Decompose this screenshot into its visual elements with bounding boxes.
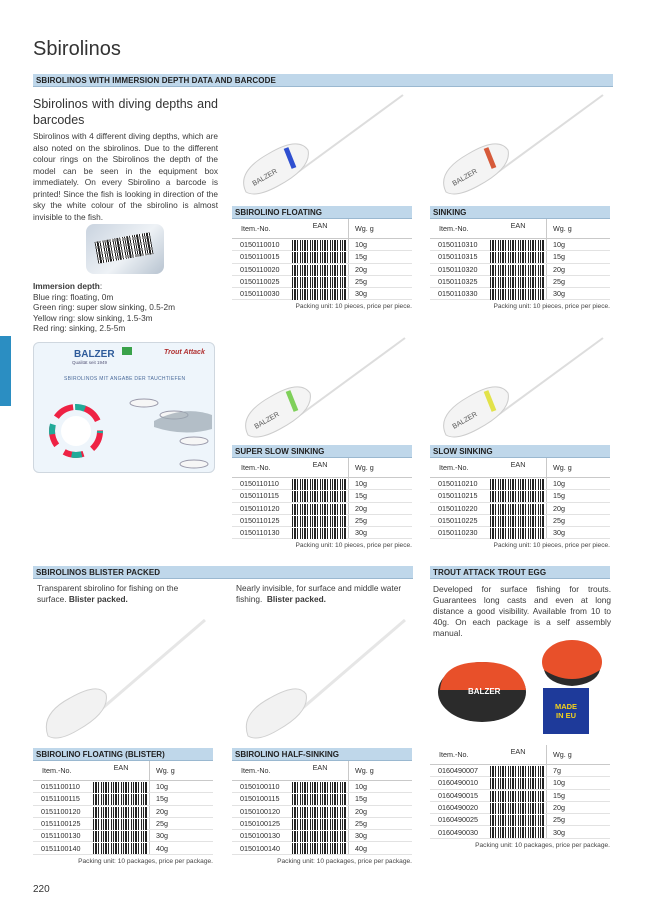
- ean-barcode: [490, 815, 544, 826]
- item-number: 0160490010: [438, 778, 478, 788]
- table-row: [232, 830, 412, 842]
- table-row: [430, 503, 610, 515]
- card-caption: SBIROLINOS MIT ANGABE DER TAUCHTIEFEN: [64, 376, 186, 382]
- table-row: [232, 239, 412, 251]
- table-row: [430, 288, 610, 300]
- header-item: Item.-No.: [439, 463, 469, 472]
- weight: 30g: [149, 830, 168, 841]
- item-number: 0150110125: [240, 516, 280, 526]
- section-bar-blister: SBIROLINOS BLISTER PACKED: [33, 566, 413, 579]
- table-row: [232, 503, 412, 515]
- table-half-sinking: [232, 748, 412, 865]
- card-brand-sub: Qualität seit 1949: [72, 360, 108, 365]
- ean-barcode: [490, 479, 544, 490]
- table-super-slow: [232, 445, 412, 549]
- header-ean: EAN: [312, 460, 328, 469]
- sbirolino-half-sinking-image: [240, 618, 410, 742]
- header-ean: EAN: [312, 221, 328, 230]
- weight: 20g: [348, 503, 367, 514]
- weight: 10g: [348, 478, 367, 489]
- header-ean: EAN: [510, 747, 526, 756]
- ean-barcode: [93, 794, 147, 805]
- table-floating-blister: [33, 748, 213, 865]
- table-floating: [232, 206, 412, 310]
- weight: 25g: [546, 276, 565, 287]
- table-row: [430, 765, 610, 777]
- sbirolino-blister-floating-image: [40, 618, 210, 742]
- table-row: [232, 781, 412, 793]
- weight: 20g: [546, 802, 565, 813]
- sbirolino-label: BALZER: [253, 411, 281, 431]
- trout-attack-logo: Trout Attack: [164, 349, 205, 356]
- table-footer: Packing unit: 10 pieces, price per piece.: [295, 542, 412, 550]
- table-row: [430, 251, 610, 263]
- ean-barcode: [93, 819, 147, 830]
- immersion-line: Red ring: sinking, 2.5-5m: [33, 323, 126, 333]
- blister-bold: Blister packed.: [266, 594, 326, 604]
- item-number: 0150110110: [240, 479, 279, 489]
- item-number: 0151100110: [41, 782, 80, 792]
- item-number: 0150110030: [240, 289, 280, 299]
- table-row: [232, 251, 412, 263]
- item-number: 0150110210: [438, 479, 478, 489]
- weight: 30g: [546, 288, 565, 299]
- section-bar-immersion: SBIROLINOS WITH IMMERSION DEPTH DATA AND BARCODE: [33, 74, 613, 87]
- sbirolino-label: BALZER: [251, 168, 279, 188]
- sbirolino-sinking-image: [438, 92, 608, 200]
- weight: 20g: [348, 806, 367, 817]
- intro-heading: Sbirolinos with diving depths and barcodes: [33, 97, 218, 127]
- header-ean: EAN: [510, 221, 526, 230]
- table-row: [430, 527, 610, 539]
- table-row: [232, 527, 412, 539]
- table-title: SINKING: [430, 206, 610, 219]
- weight: 10g: [149, 781, 168, 792]
- badge-line: MADE: [554, 702, 578, 711]
- item-number: 0160490030: [438, 827, 478, 837]
- item-number: 0150110325: [438, 277, 478, 287]
- ean-barcode: [292, 240, 346, 251]
- table-header: [232, 761, 412, 781]
- weight: 20g: [546, 503, 565, 514]
- table-row: [430, 802, 610, 814]
- ean-barcode: [490, 240, 544, 251]
- table-title: SLOW SINKING: [430, 445, 610, 458]
- item-number: 0150110310: [438, 240, 478, 250]
- blister-text-2: [236, 583, 416, 605]
- table-sinking: [430, 206, 610, 310]
- ean-barcode: [292, 504, 346, 515]
- ean-barcode: [490, 252, 544, 263]
- weight: 30g: [348, 527, 367, 538]
- weight: 10g: [348, 781, 367, 792]
- weight: 7g: [546, 765, 561, 776]
- page-title: Sbirolinos: [33, 38, 121, 60]
- table-row: [33, 806, 213, 818]
- table-row: [232, 515, 412, 527]
- table-header: [232, 458, 412, 478]
- blister-text-1: [37, 583, 207, 605]
- header-item: Item.-No.: [42, 766, 72, 775]
- table-footer: Packing unit: 10 packages, price per package.: [277, 857, 412, 865]
- weight: 10g: [546, 777, 565, 788]
- immersion-label: Immersion depth: [33, 281, 100, 291]
- item-number: 0150100115: [240, 794, 280, 804]
- table-row: [232, 793, 412, 805]
- table-row: [232, 490, 412, 502]
- table-row: [430, 814, 610, 826]
- header-item: Item.-No.: [439, 750, 469, 759]
- table-row: [232, 842, 412, 854]
- table-row: [430, 490, 610, 502]
- item-number: 0150110230: [438, 528, 478, 538]
- table-footer: Packing unit: 10 packages, price per package.: [475, 841, 610, 849]
- table-footer: Packing unit: 10 pieces, price per piece.: [493, 303, 610, 311]
- table-row: [232, 288, 412, 300]
- weight: 25g: [546, 515, 565, 526]
- sbirolino-slow-image: [438, 335, 608, 443]
- table-trout-egg: [430, 745, 610, 849]
- ean-barcode: [292, 265, 346, 276]
- ean-barcode: [292, 831, 346, 842]
- item-number: 0151100120: [41, 806, 81, 816]
- ean-barcode: [490, 289, 544, 300]
- ean-barcode: [93, 807, 147, 818]
- item-number: 0150110225: [438, 516, 478, 526]
- weight: 15g: [348, 490, 367, 501]
- table-header: [232, 219, 412, 239]
- weight: 10g: [546, 478, 565, 489]
- table-row: [430, 478, 610, 490]
- item-number: 0160490007: [438, 766, 478, 776]
- table-title: SBIROLINO HALF-SINKING: [232, 748, 412, 761]
- header-weight: Wg. g: [149, 761, 175, 780]
- card-illustration: [34, 343, 215, 473]
- weight: 15g: [546, 251, 565, 262]
- item-number: 0160490020: [438, 803, 478, 813]
- blister-desc: Nearly invisible, for surface and middle water fishing.: [236, 583, 402, 604]
- table-row: [430, 264, 610, 276]
- product-display-card-image: [33, 342, 215, 473]
- immersion-depth-list: Immersion depth: Blue ring: floating, 0m Green ring: super slow sinking, 0.5-2m Yellow ring: slow sinking, 1.5-3m Red ring: sinking, 2.5-5m: [33, 281, 223, 334]
- weight: 10g: [348, 239, 367, 250]
- weight: 30g: [348, 288, 367, 299]
- table-row: [430, 515, 610, 527]
- ean-barcode: [292, 528, 346, 539]
- item-number: 0150110220: [438, 503, 478, 513]
- item-number: 0150100130: [240, 831, 280, 841]
- header-ean: EAN: [510, 460, 526, 469]
- item-number: 0150110015: [240, 252, 280, 262]
- item-number: 0150110020: [240, 264, 280, 274]
- trout-egg-text: Developed for surface fishing for trouts. Guarantees long casts and even at long distance a good visibility. Available from 10 to 40g. On each package is a self assembly manual.: [433, 584, 611, 638]
- table-row: [430, 276, 610, 288]
- weight: 25g: [348, 276, 367, 287]
- section-bar-trout-egg: TROUT ATTACK TROUT EGG: [430, 566, 610, 579]
- weight: 30g: [348, 830, 367, 841]
- header-weight: Wg. g: [348, 219, 374, 238]
- item-number: 0150110320: [438, 264, 478, 274]
- ean-barcode: [490, 265, 544, 276]
- table-row: [430, 777, 610, 789]
- header-item: Item.-No.: [241, 463, 271, 472]
- weight: 10g: [546, 239, 565, 250]
- header-weight: Wg. g: [348, 761, 374, 780]
- item-number: 0150110120: [240, 503, 280, 513]
- table-row: [232, 478, 412, 490]
- left-accent-tab: [0, 336, 11, 406]
- page-number: 220: [33, 884, 50, 895]
- ean-barcode: [292, 782, 346, 793]
- header-weight: Wg. g: [546, 745, 572, 764]
- table-header: [430, 745, 610, 765]
- item-number: 0150110330: [438, 289, 478, 299]
- table-header: [33, 761, 213, 781]
- card-brand: BALZER: [74, 349, 115, 360]
- table-row: [232, 806, 412, 818]
- ean-barcode: [292, 807, 346, 818]
- table-footer: Packing unit: 10 packages, price per package.: [78, 857, 213, 865]
- ean-barcode: [490, 528, 544, 539]
- item-number: 0150100110: [240, 782, 280, 792]
- weight: 15g: [348, 793, 367, 804]
- table-header: [430, 458, 610, 478]
- ean-barcode: [93, 843, 147, 854]
- ean-barcode: [490, 766, 544, 777]
- blister-bold: Blister packed.: [68, 594, 128, 604]
- weight: 40g: [149, 842, 168, 853]
- item-number: 0160490025: [438, 815, 478, 825]
- table-row: [33, 842, 213, 854]
- item-number: 0150100125: [240, 819, 280, 829]
- header-ean: EAN: [312, 763, 328, 772]
- table-footer: Packing unit: 10 pieces, price per piece.: [295, 303, 412, 311]
- ean-barcode: [292, 289, 346, 300]
- header-item: Item.-No.: [241, 224, 271, 233]
- weight: 15g: [546, 490, 565, 501]
- ean-barcode: [292, 252, 346, 263]
- ean-barcode: [93, 831, 147, 842]
- item-number: 0150100140: [240, 843, 280, 853]
- egg-brand-label: BALZER: [468, 687, 501, 696]
- weight: 30g: [546, 527, 565, 538]
- badge-line: IN EU: [555, 711, 576, 720]
- weight: 15g: [149, 793, 168, 804]
- weight: 15g: [546, 790, 565, 801]
- sbirolino-label: BALZER: [451, 168, 479, 188]
- item-number: 0151100115: [41, 794, 80, 804]
- weight: 30g: [546, 826, 565, 837]
- ean-barcode: [490, 791, 544, 802]
- weight: 25g: [348, 515, 367, 526]
- header-item: Item.-No.: [439, 224, 469, 233]
- header-ean: EAN: [113, 763, 129, 772]
- ean-barcode: [490, 491, 544, 502]
- table-row: [33, 793, 213, 805]
- immersion-line: Blue ring: floating, 0m: [33, 291, 114, 302]
- ean-barcode: [490, 778, 544, 789]
- barcode-graphic: [95, 232, 154, 263]
- table-row: [33, 781, 213, 793]
- header-item: Item.-No.: [241, 766, 271, 775]
- item-number: 0151100125: [41, 819, 81, 829]
- table-slow: [430, 445, 610, 549]
- table-title: SBIROLINO FLOATING (BLISTER): [33, 748, 213, 761]
- ean-barcode: [292, 277, 346, 288]
- ean-barcode: [292, 491, 346, 502]
- ean-barcode: [490, 827, 544, 838]
- blister-desc: Transparent sbirolino for fishing on the surface.: [37, 583, 179, 604]
- weight: 20g: [149, 806, 168, 817]
- table-title: SUPER SLOW SINKING: [232, 445, 412, 458]
- table-row: [33, 830, 213, 842]
- item-number: 0150110115: [240, 491, 279, 501]
- sbirolino-super-slow-image: [240, 335, 410, 443]
- ean-barcode: [292, 794, 346, 805]
- immersion-line: Yellow ring: slow sinking, 1.5-3m: [33, 312, 153, 323]
- ean-barcode: [292, 819, 346, 830]
- table-row: [430, 790, 610, 802]
- header-weight: Wg. g: [546, 219, 572, 238]
- item-number: 0150110130: [240, 528, 280, 538]
- table-header: [430, 219, 610, 239]
- table-title: SBIROLINO FLOATING: [232, 206, 412, 219]
- table-row: [232, 276, 412, 288]
- item-number: 0151100140: [41, 843, 81, 853]
- intro-text: Sbirolinos with 4 different diving depths, which are also noted on the sbirolinos. Due to the different colour rings on the Sbirolinos the depth of the model can be seen in the equipment box immediately. On every Sbirolino a barcode is printed! Since the fish is looking in direction of the sky the white colour of the sbirolino is almost invisible to the fish.: [33, 131, 218, 222]
- weight: 25g: [348, 818, 367, 829]
- table-row: [430, 239, 610, 251]
- item-number: 0160490015: [438, 790, 478, 800]
- item-number: 0151100130: [41, 831, 81, 841]
- item-number: 0150110025: [240, 277, 280, 287]
- item-number: 0150110215: [438, 491, 478, 501]
- table-row: [430, 826, 610, 838]
- weight: 40g: [348, 842, 367, 853]
- item-number: 0150110315: [438, 252, 478, 262]
- table-row: [232, 264, 412, 276]
- barcode-closeup-image: [86, 224, 164, 274]
- ean-barcode: [490, 803, 544, 814]
- ean-barcode: [490, 504, 544, 515]
- ean-barcode: [292, 479, 346, 490]
- ean-barcode: [93, 782, 147, 793]
- item-number: 0150110010: [240, 240, 280, 250]
- ean-barcode: [292, 843, 346, 854]
- weight: 25g: [149, 818, 168, 829]
- sbirolino-label: BALZER: [451, 411, 479, 431]
- made-in-eu-badge: [543, 688, 589, 734]
- header-weight: Wg. g: [348, 458, 374, 477]
- ean-barcode: [490, 516, 544, 527]
- weight: 25g: [546, 814, 565, 825]
- weight: 20g: [546, 264, 565, 275]
- table-row: [33, 818, 213, 830]
- ean-barcode: [292, 516, 346, 527]
- weight: 20g: [348, 264, 367, 275]
- table-row: [232, 818, 412, 830]
- sbirolino-floating-image: [238, 92, 408, 200]
- weight: 15g: [348, 251, 367, 262]
- ean-barcode: [490, 277, 544, 288]
- item-number: 0150100120: [240, 806, 280, 816]
- immersion-line: Green ring: super slow sinking, 0.5-2m: [33, 302, 176, 312]
- header-weight: Wg. g: [546, 458, 572, 477]
- table-footer: Packing unit: 10 pieces, price per piece.: [493, 542, 610, 550]
